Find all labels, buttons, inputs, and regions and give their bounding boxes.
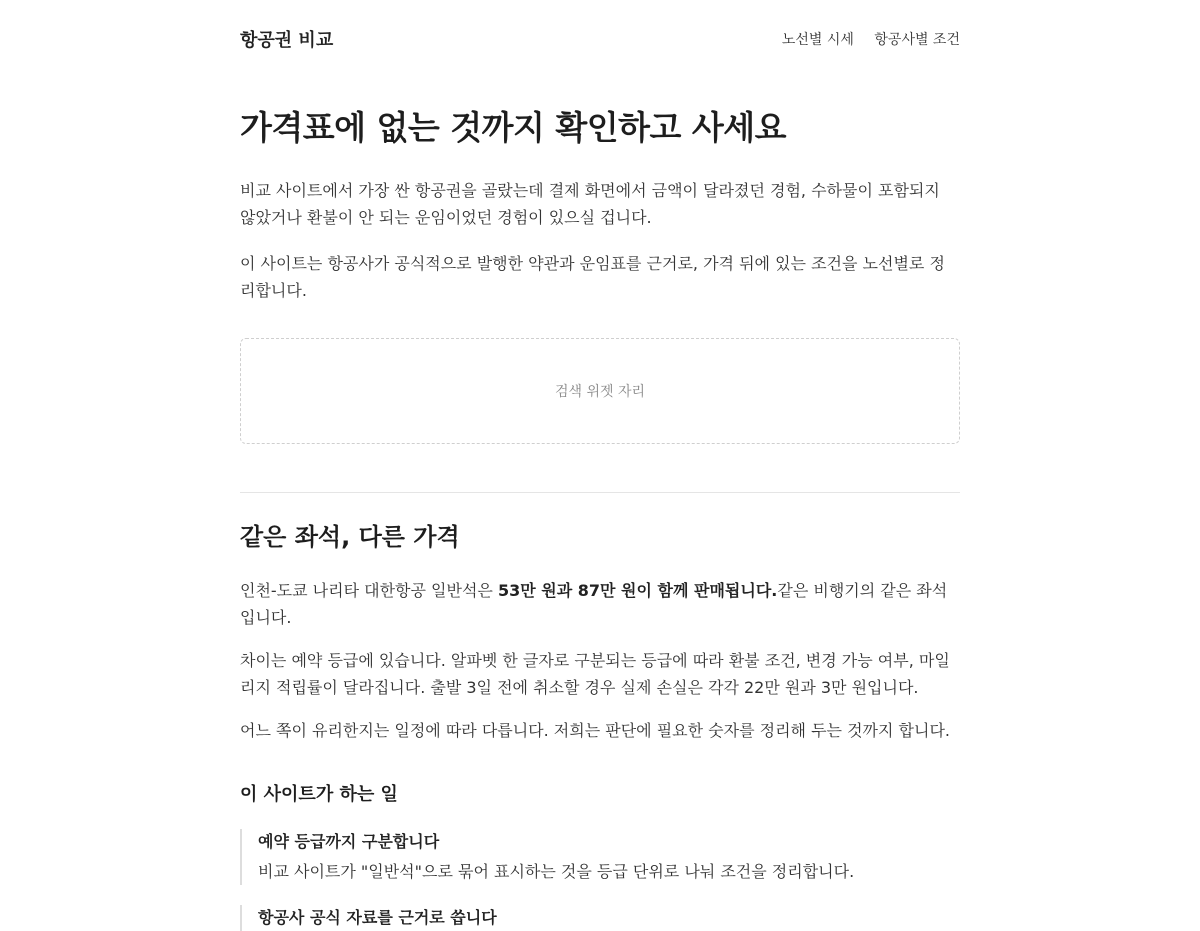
section-title: 같은 좌석, 다른 가격 — [240, 523, 460, 551]
feature-title: 항공사 공식 자료를 근거로 씁니다 — [258, 908, 497, 927]
search-widget-label: 검색 위젯 자리 — [554, 384, 646, 400]
section-paragraph-3: 어느 쪽이 유리한지는 일정에 따라 다릅니다. 저희는 판단에 필요한 숫자를 정리해 두는 것까지 합니다. — [240, 721, 950, 740]
section-p1-prefix: 인천-도쿄 나리타 대한항공 일반석은 — [240, 581, 498, 600]
feature-item — [240, 905, 960, 931]
site-logo[interactable]: 항공권 비교 — [240, 30, 334, 51]
page-title: 가격표에 없는 것까지 확인하고 사세요 — [240, 108, 787, 147]
nav-link-route-prices[interactable]: 노선별 시세 — [781, 32, 854, 48]
section-paragraph-2: 차이는 예약 등급에 있습니다. 알파벳 한 글자로 구분되는 등급에 따라 환불 조건, 변경 가능 여부, 마일리지 적립률이 달라집니다. 출발 3일 전에 취소할 경우 실제 손실은 각각 22만 원과 3만 원입니다. — [240, 651, 950, 697]
intro-paragraph-2: 이 사이트는 항공사가 공식적으로 발행한 약관과 운임표를 근거로, 가격 뒤에 있는 조건을 노선별로 정리합니다. — [240, 254, 945, 300]
main-nav — [766, 29, 960, 49]
nav-link-airline-conditions[interactable]: 항공사별 조건 — [874, 32, 960, 48]
section-paragraph-1 — [240, 577, 960, 631]
search-widget-placeholder[interactable] — [240, 338, 960, 444]
page-container — [240, 0, 960, 931]
section-p1-suffix: 같은 비행기의 같은 좌석입니다. — [240, 581, 948, 627]
feature-title: 예약 등급까지 구분합니다 — [258, 832, 440, 851]
section-divider — [240, 492, 960, 493]
feature-description: 비교 사이트가 "일반석"으로 묶어 표시하는 것을 등급 단위로 나눠 조건을 정리합니다. — [258, 862, 855, 881]
feature-item — [240, 829, 960, 885]
features-title: 이 사이트가 하는 일 — [240, 784, 398, 805]
section-p1-bold: 53만 원과 87만 원이 함께 판매됩니다. — [497, 581, 778, 600]
intro-paragraph-1: 비교 사이트에서 가장 싼 항공권을 골랐는데 결제 화면에서 금액이 달라졌던 경험, 수하물이 포함되지 않았거나 환불이 안 되는 운임이었던 경험이 있으실 겁니다. — [240, 181, 940, 227]
site-header — [240, 0, 960, 78]
